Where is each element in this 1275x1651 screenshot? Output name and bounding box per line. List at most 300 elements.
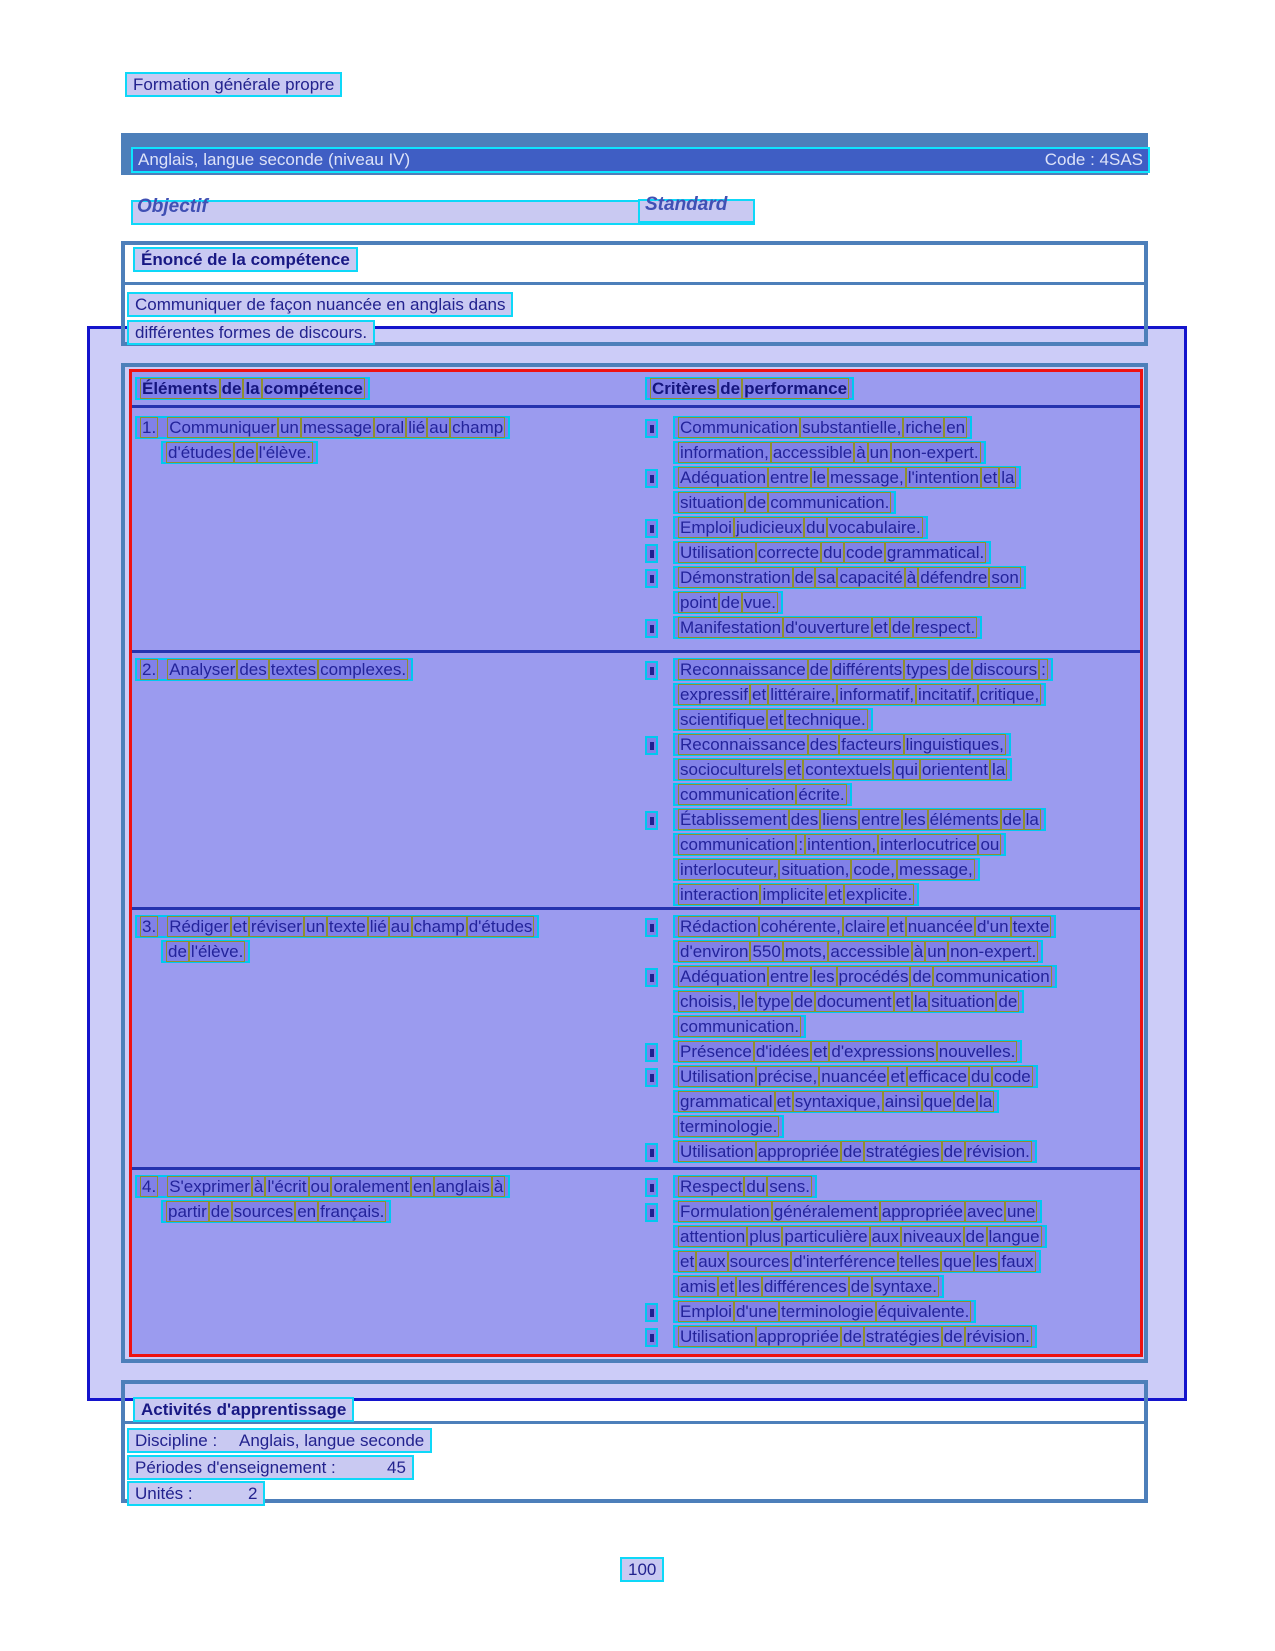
word-box: et — [752, 685, 767, 704]
row-separator — [132, 650, 1140, 653]
word-box: judicieux — [735, 518, 803, 537]
word-box: aux — [871, 1227, 899, 1246]
text-line — [673, 1090, 999, 1113]
word-box: Présence — [680, 1042, 752, 1061]
element-cell — [135, 1175, 615, 1225]
text-line — [673, 566, 1026, 589]
word-box: intention, — [807, 835, 877, 854]
text-line — [135, 416, 510, 439]
bullet-item — [645, 541, 1140, 566]
word-box: d'une — [735, 1302, 778, 1321]
word-box: stratégies — [865, 1142, 940, 1161]
course-title: Anglais, langue seconde (niveau IV) — [138, 150, 411, 169]
word-box: appropriée — [757, 1327, 839, 1346]
bullet-icon — [645, 1303, 658, 1322]
element-cell — [135, 915, 615, 965]
bullet-lines — [673, 466, 1021, 516]
word-box: lié — [369, 917, 387, 936]
bullet-item — [645, 658, 1140, 733]
table-header-left-cell — [135, 377, 370, 402]
word-box: et — [232, 917, 247, 936]
word-box: compétence — [263, 379, 363, 398]
bullet-icon — [645, 1178, 658, 1197]
word-box: syntaxe. — [873, 1277, 937, 1296]
word-box: sources — [233, 1202, 294, 1221]
word-box: linguistiques, — [905, 735, 1004, 754]
text-line — [673, 416, 972, 439]
text-line — [673, 616, 982, 639]
word-box: des — [809, 735, 838, 754]
word-box: message, — [830, 468, 904, 487]
word-box: de — [794, 568, 814, 587]
bullet-lines — [673, 733, 1012, 808]
word-box: que — [923, 1092, 953, 1111]
bullet-icon — [645, 469, 658, 488]
bullet-lines — [673, 1325, 1037, 1350]
text-line — [673, 783, 852, 806]
text-line — [673, 1200, 1042, 1223]
row-separator — [132, 1167, 1140, 1170]
element-cell — [135, 658, 615, 683]
word-box: les — [975, 1252, 998, 1271]
word-box: communication — [935, 967, 1050, 986]
word-box: de — [943, 1327, 963, 1346]
criteria-cell — [645, 1175, 1140, 1350]
bullet-item — [645, 616, 1140, 641]
word-box: anglais — [435, 1177, 490, 1196]
word-box: d'études — [468, 917, 533, 936]
word-box: aux — [698, 1252, 726, 1271]
bullet-dot — [650, 575, 654, 583]
bullet-lines — [673, 416, 986, 466]
word-box: code — [846, 543, 883, 562]
word-box: Emploi — [680, 1302, 732, 1321]
word-box: vue. — [743, 593, 776, 612]
word-box: et — [769, 710, 784, 729]
word-box: de — [720, 593, 740, 612]
word-box: capacité — [839, 568, 903, 587]
word-box: interlocutrice — [880, 835, 977, 854]
word-box: de — [210, 1202, 230, 1221]
word-box: orientent — [921, 760, 989, 779]
word-box: terminologie — [781, 1302, 874, 1321]
word-box: document — [816, 992, 892, 1011]
word-box: critique, — [979, 685, 1040, 704]
enonce-line: différentes formes de discours. — [127, 320, 375, 345]
word-box: communication. — [680, 1017, 800, 1036]
course-header-band — [121, 133, 1148, 175]
word-box: qui — [895, 760, 918, 779]
word-box: à — [906, 568, 917, 587]
bullet-item — [645, 1200, 1140, 1300]
bullet-dot — [650, 625, 654, 633]
word-box: réviser — [250, 917, 302, 936]
text-line — [673, 708, 873, 731]
word-box: oralement — [333, 1177, 410, 1196]
bullet-dot — [650, 924, 654, 932]
word-box: liens — [822, 810, 858, 829]
word-box: équivalente. — [877, 1302, 970, 1321]
word-box: telles — [899, 1252, 940, 1271]
word-box: l'élève. — [258, 443, 312, 462]
bullet-lines — [673, 915, 1056, 965]
word-box: le — [812, 468, 827, 487]
word-box: nuancée — [907, 917, 973, 936]
word-box: oral — [375, 418, 405, 437]
word-box: message, — [898, 860, 973, 879]
word-box: lié — [408, 418, 426, 437]
word-box: d'interférence — [793, 1252, 896, 1271]
word-box: et — [983, 468, 998, 487]
bullet-item — [645, 1040, 1140, 1065]
criteria-cell — [645, 658, 1140, 908]
text-line — [673, 1225, 1047, 1248]
word-box: avec — [967, 1202, 1003, 1221]
enonce-divider — [125, 282, 1144, 285]
word-box: sources — [729, 1252, 790, 1271]
text-line — [135, 1175, 510, 1198]
word-box: faux — [1001, 1252, 1034, 1271]
bullet-dot — [650, 742, 654, 750]
word-box: l'intention — [907, 468, 980, 487]
word-box: Éléments — [142, 379, 218, 398]
word-box: en — [946, 418, 966, 437]
word-box: à — [253, 1177, 264, 1196]
text-line — [673, 965, 1057, 988]
bullet-lines — [673, 1140, 1037, 1165]
page-number: 100 — [620, 1557, 664, 1582]
text-line — [161, 1200, 391, 1223]
word-box: Utilisation — [680, 543, 754, 562]
text-line — [673, 1040, 1022, 1063]
word-box: et — [680, 1252, 695, 1271]
word-box: claire — [844, 917, 886, 936]
text-line — [673, 733, 1011, 756]
word-box: de — [850, 1277, 870, 1296]
bullet-icon — [645, 811, 658, 830]
word-box: niveaux — [903, 1227, 962, 1246]
section-label: Formation générale propre — [125, 72, 342, 97]
word-box: implicite — [762, 885, 824, 904]
word-box: choisis, — [680, 992, 737, 1011]
bullet-dot — [650, 974, 654, 982]
word-box: en — [297, 1202, 317, 1221]
word-box: Utilisation — [680, 1067, 754, 1086]
course-code: Code : 4SAS — [1044, 150, 1143, 169]
word-box: les — [812, 967, 835, 986]
word-box: de — [747, 493, 767, 512]
word-box: type — [757, 992, 791, 1011]
word-box: et — [719, 1277, 735, 1296]
word-box: et — [813, 1042, 828, 1061]
element-cell — [135, 416, 615, 466]
word-box: d'environ — [680, 942, 749, 961]
text-line — [673, 541, 991, 564]
bullet-icon — [645, 1068, 658, 1087]
word-box: : — [1041, 660, 1046, 679]
bullet-item — [645, 1300, 1140, 1325]
text-line — [673, 466, 1021, 489]
enonce-header: Énoncé de la compétence — [133, 247, 358, 272]
text-line — [673, 658, 1053, 681]
word-box: informatif, — [839, 685, 915, 704]
word-box: que — [943, 1252, 972, 1271]
column-header — [645, 377, 854, 400]
bullet-item — [645, 516, 1140, 541]
word-box: de — [720, 379, 741, 398]
word-box: à — [913, 942, 924, 961]
word-box: du — [823, 543, 843, 562]
word-box: Rédiger — [169, 917, 229, 936]
bullet-item — [645, 965, 1140, 1040]
word-box: la — [1001, 468, 1015, 487]
word-box: différents — [832, 660, 903, 679]
word-box: cohérente, — [760, 917, 841, 936]
criteria-cell — [645, 915, 1140, 1165]
word-box: d'un — [976, 917, 1009, 936]
text-line — [673, 833, 1006, 856]
word-box: des — [239, 660, 267, 679]
word-box: et — [889, 917, 904, 936]
word-box: texte — [328, 917, 366, 936]
word-box: Critères — [652, 379, 717, 398]
discipline-label: Discipline : — [135, 1431, 218, 1450]
bullet-item — [645, 416, 1140, 466]
word-box: situation, — [781, 860, 850, 879]
word-box: une — [1006, 1202, 1036, 1221]
word-box: la — [245, 379, 260, 398]
word-box: appropriée — [757, 1142, 839, 1161]
word-box: au — [429, 418, 449, 437]
word-box: code — [993, 1067, 1031, 1086]
text-line — [673, 990, 1024, 1013]
enonce-line: Communiquer de façon nuancée en anglais dans — [127, 292, 513, 317]
bullet-icon — [645, 419, 658, 438]
word-box: 1. — [142, 418, 157, 437]
word-box: mots, — [784, 942, 827, 961]
word-box: Communiquer — [169, 418, 276, 437]
bullet-lines — [673, 1065, 1038, 1140]
word-box: d'idées — [755, 1042, 810, 1061]
bullet-icon — [645, 519, 658, 538]
word-box: de — [235, 443, 255, 462]
word-box: amis — [680, 1277, 716, 1296]
word-box: et — [895, 992, 910, 1011]
periodes-label: Périodes d'enseignement : — [135, 1458, 336, 1477]
word-box: différences — [763, 1277, 847, 1296]
word-box: scientifique — [680, 710, 766, 729]
word-box: les — [738, 1277, 760, 1296]
text-line — [673, 1140, 1037, 1163]
criteria-cell — [645, 416, 1140, 641]
word-box: des — [790, 810, 819, 829]
table-header-right-cell — [645, 377, 854, 402]
text-line — [673, 1065, 1038, 1088]
word-box: riche — [905, 418, 943, 437]
bullet-icon — [645, 619, 658, 638]
bullet-lines — [673, 566, 1026, 616]
word-box: de — [965, 1227, 985, 1246]
word-box: 550 — [752, 942, 781, 961]
bullet-lines — [673, 541, 991, 566]
word-box: à — [856, 443, 866, 462]
word-box: de — [168, 942, 187, 961]
bullet-dot — [650, 475, 654, 483]
word-box: procédés — [838, 967, 909, 986]
bullet-item — [645, 733, 1140, 808]
word-box: situation — [680, 493, 744, 512]
word-box: son — [991, 568, 1019, 587]
word-box: technique. — [787, 710, 866, 729]
word-box: d'expressions — [831, 1042, 935, 1061]
word-box: interlocuteur, — [680, 860, 778, 879]
word-box: la — [992, 760, 1006, 779]
word-box: performance — [744, 379, 848, 398]
bullet-dot — [650, 1184, 654, 1192]
word-box: Reconnaissance — [680, 660, 806, 679]
word-box: explicite. — [846, 885, 913, 904]
text-line — [673, 808, 1046, 831]
bullet-dot — [650, 1309, 654, 1317]
word-box: Établissement — [680, 810, 787, 829]
bullet-lines — [673, 1300, 976, 1325]
word-box: code, — [853, 860, 895, 879]
word-box: complexes. — [320, 660, 407, 679]
bullet-lines — [673, 616, 982, 641]
word-box: accessible — [830, 942, 910, 961]
word-box: Démonstration — [680, 568, 791, 587]
bullet-item — [645, 566, 1140, 616]
word-box: efficace — [908, 1067, 967, 1086]
text-line — [673, 516, 928, 539]
bullet-dot — [650, 667, 654, 675]
word-box: information, — [680, 443, 769, 462]
unites-value: 2 — [248, 1484, 258, 1503]
text-line — [135, 658, 413, 681]
word-box: expressif — [680, 685, 749, 704]
word-box: entre — [770, 967, 809, 986]
bullet-lines — [673, 658, 1053, 733]
word-box: de — [842, 1327, 862, 1346]
word-box: grammatical. — [886, 543, 985, 562]
unites-line — [127, 1481, 265, 1506]
word-box: plus — [749, 1227, 781, 1246]
word-box: généralement — [773, 1202, 878, 1221]
discipline-line — [127, 1428, 432, 1453]
bullet-dot — [650, 1209, 654, 1217]
word-box: à — [493, 1177, 504, 1196]
bullet-dot — [650, 1149, 654, 1157]
text-line — [673, 1325, 1037, 1348]
course-title-highlight — [131, 147, 1150, 173]
word-box: de — [891, 618, 911, 637]
word-box: ou — [310, 1177, 330, 1196]
text-line — [673, 1275, 944, 1298]
word-box: Utilisation — [680, 1327, 754, 1346]
word-box: contextuels — [805, 760, 892, 779]
bullet-dot — [650, 1074, 654, 1082]
word-box: Emploi — [680, 518, 732, 537]
text-line — [673, 1300, 976, 1323]
word-box: la — [979, 1092, 993, 1111]
word-box: incitatif, — [918, 685, 976, 704]
word-box: Utilisation — [680, 1142, 754, 1161]
text-line — [673, 758, 1012, 781]
text-line — [673, 915, 1056, 938]
word-box: en — [413, 1177, 432, 1196]
word-box: les — [903, 810, 926, 829]
column-header — [135, 377, 370, 400]
word-box: au — [390, 917, 410, 936]
periodes-line — [127, 1455, 414, 1480]
word-box: du — [970, 1067, 990, 1086]
word-box: l'écrit — [267, 1177, 307, 1196]
word-box: entre — [770, 468, 809, 487]
bullet-icon — [645, 1043, 658, 1062]
bullet-dot — [650, 1049, 654, 1057]
word-box: communication — [680, 835, 795, 854]
word-box: de — [998, 992, 1018, 1011]
word-box: du — [746, 1177, 766, 1196]
word-box: langue — [988, 1227, 1040, 1246]
word-box: Respect — [680, 1177, 743, 1196]
word-box: situation — [931, 992, 995, 1011]
word-box: discours — [973, 660, 1038, 679]
bullet-lines — [673, 1175, 817, 1200]
word-box: substantielle, — [802, 418, 902, 437]
header-rule — [132, 405, 1140, 408]
word-box: syntaxique, — [794, 1092, 881, 1111]
word-box: socioculturels — [680, 760, 783, 779]
bullet-dot — [650, 425, 654, 433]
word-box: 3. — [142, 917, 157, 936]
bullet-icon — [645, 918, 658, 937]
word-box: défendre — [920, 568, 988, 587]
word-box: communication — [680, 785, 795, 804]
word-box: un — [279, 418, 299, 437]
word-box: entre — [861, 810, 900, 829]
text-line — [673, 1115, 784, 1138]
text-line — [673, 441, 986, 464]
word-box: Analyser — [169, 660, 236, 679]
word-box: stratégies — [865, 1327, 940, 1346]
periodes-value: 45 — [387, 1458, 406, 1477]
word-box: point — [680, 593, 717, 612]
word-box: précise, — [757, 1067, 818, 1086]
unites-label: Unités : — [135, 1484, 193, 1503]
word-box: sens. — [769, 1177, 810, 1196]
word-box: sa — [817, 568, 836, 587]
word-box: révision. — [966, 1327, 1030, 1346]
word-box: et — [873, 618, 888, 637]
word-box: ainsi — [884, 1092, 920, 1111]
bullet-icon — [645, 569, 658, 588]
word-box: texte — [1012, 917, 1050, 936]
word-box: attention — [680, 1227, 746, 1246]
word-box: Formulation — [680, 1202, 770, 1221]
word-box: et — [776, 1092, 791, 1111]
word-box: Manifestation — [680, 618, 782, 637]
word-box: un — [305, 917, 325, 936]
bullet-item — [645, 466, 1140, 516]
bullet-icon — [645, 661, 658, 680]
word-box: message — [302, 418, 372, 437]
objectif-heading: Objectif — [137, 196, 208, 217]
bullet-icon — [645, 736, 658, 755]
competence-table — [129, 369, 1143, 1357]
text-line — [673, 940, 1043, 963]
bullet-item — [645, 1325, 1140, 1350]
